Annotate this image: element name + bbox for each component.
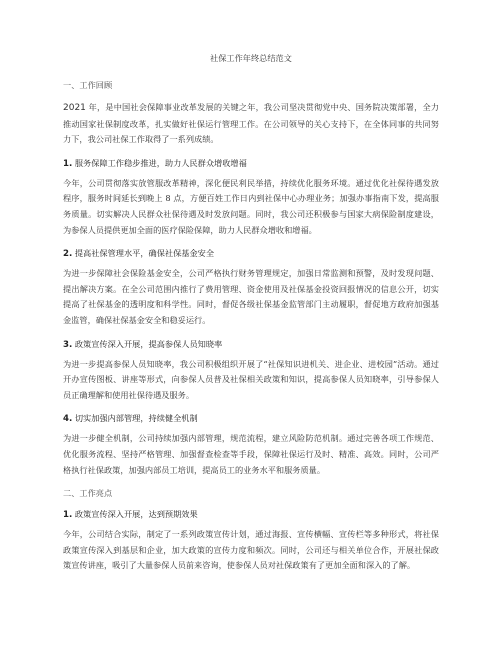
item-heading-2 (63, 247, 439, 260)
item-number: 3. (63, 339, 73, 350)
item-body-3: 为进一步提高参保人员知晓率，我公司积极组织开展了“社保知识进机关、进企业、进校园”活动。通过开办宣传图板、讲座等形式，向参保人员普及社保相关政策和知识，提高参保人员知晓率，引导参保人员正确理解和使用社保待遇及服务。 (63, 358, 439, 400)
item-body-4: 为进一步健全机制，公司持续加强内部管理，规范流程，建立风险防范机制。通过完善各项工作规范、优化服务流程、坚持严格管理、加强督查检查等手段，保障社保运行及时、精准、高效。同时，公司严格执行社保政策，加强内部员工培训，提高员工的业务水平和服务质量。 (63, 433, 439, 475)
item-number: 4. (63, 414, 73, 425)
item-body-1: 今年，公司贯彻落实放管服改革精神，深化便民利民举措，持续优化服务环境。通过优化社保待遇发放程序，服务时间延长到晚上 8 点，方便百姓工作日内到社保中心办理业务；加强办事指南下发，提高服务质量。切实解决人民群众社保待遇及时发放问题。同时，我公司还积极参与国家大病保险制度建设，为参保人员提供更加全面的医疗保险保障，助力人民群众增收和增福。 (63, 177, 439, 235)
item-heading-4 (63, 412, 439, 425)
item-number: 2. (63, 249, 73, 260)
item-heading-3 (63, 338, 439, 351)
intro-year: 2021 (63, 103, 86, 113)
item-heading-text: 政策宣传深入开展，提高参保人员知晓率 (72, 338, 223, 349)
item-heading-text: 政策宣传深入开展，达到预期效果 (72, 509, 198, 520)
item-number: 1. (63, 158, 73, 169)
highlight-heading-1 (63, 508, 439, 521)
item-number: 1. (63, 510, 73, 521)
highlight-body-1: 今年，公司结合实际，制定了一系列政策宣传计划，通过海报、宣传横幅、宣传栏等多种形式，将社保政策宣传深入到基层和企业，加大政策的宣传力度和频次。同时，公司还与相关单位合作，开展社保政策宣传讲座，吸引了大量参保人员前来咨询，使参保人员对社保政策有了更加全面和深入的了解。 (63, 529, 439, 571)
item-heading-text: 切实加强内部管理，持续健全机制 (72, 413, 198, 424)
intro-paragraph (63, 100, 439, 148)
section-heading-review: 一、工作回顾 (63, 80, 113, 90)
item-body-2: 为进一步保障社会保险基金安全，公司严格执行财务管理规定，加强日常监测和预警，及时发现问题、提出解决方案。在全公司范围内推行了费用管理、资金使用及社保基金投资回报情况的信息公开，切实提高了社保基金的透明度和科学性。同时，督促各级社保基金监管部门主动履职，督促地方政府加强基金监管，确保社保基金安全和稳妥运行。 (63, 268, 439, 325)
item-heading-1 (63, 157, 439, 170)
item-heading-text: 服务保障工作稳步推进，助力人民群众增收增福 (72, 157, 247, 168)
item-heading-text: 提高社保管理水平，确保社保基金安全 (72, 248, 215, 259)
document-title: 社保工作年终总结范文 (210, 53, 292, 63)
section-heading-highlights: 二、工作亮点 (63, 488, 113, 499)
intro-text: 年，是中国社会保障事业改革发展的关键之年，我公司坚决贯彻党中央、国务院决策部署，全力推动国家社保制度改革，扎实做好社保运行管理工作。在公司领导的关心支持下，在全体同事的共同努力下，我公司社保工作取得了一系列成绩。 (63, 102, 439, 145)
